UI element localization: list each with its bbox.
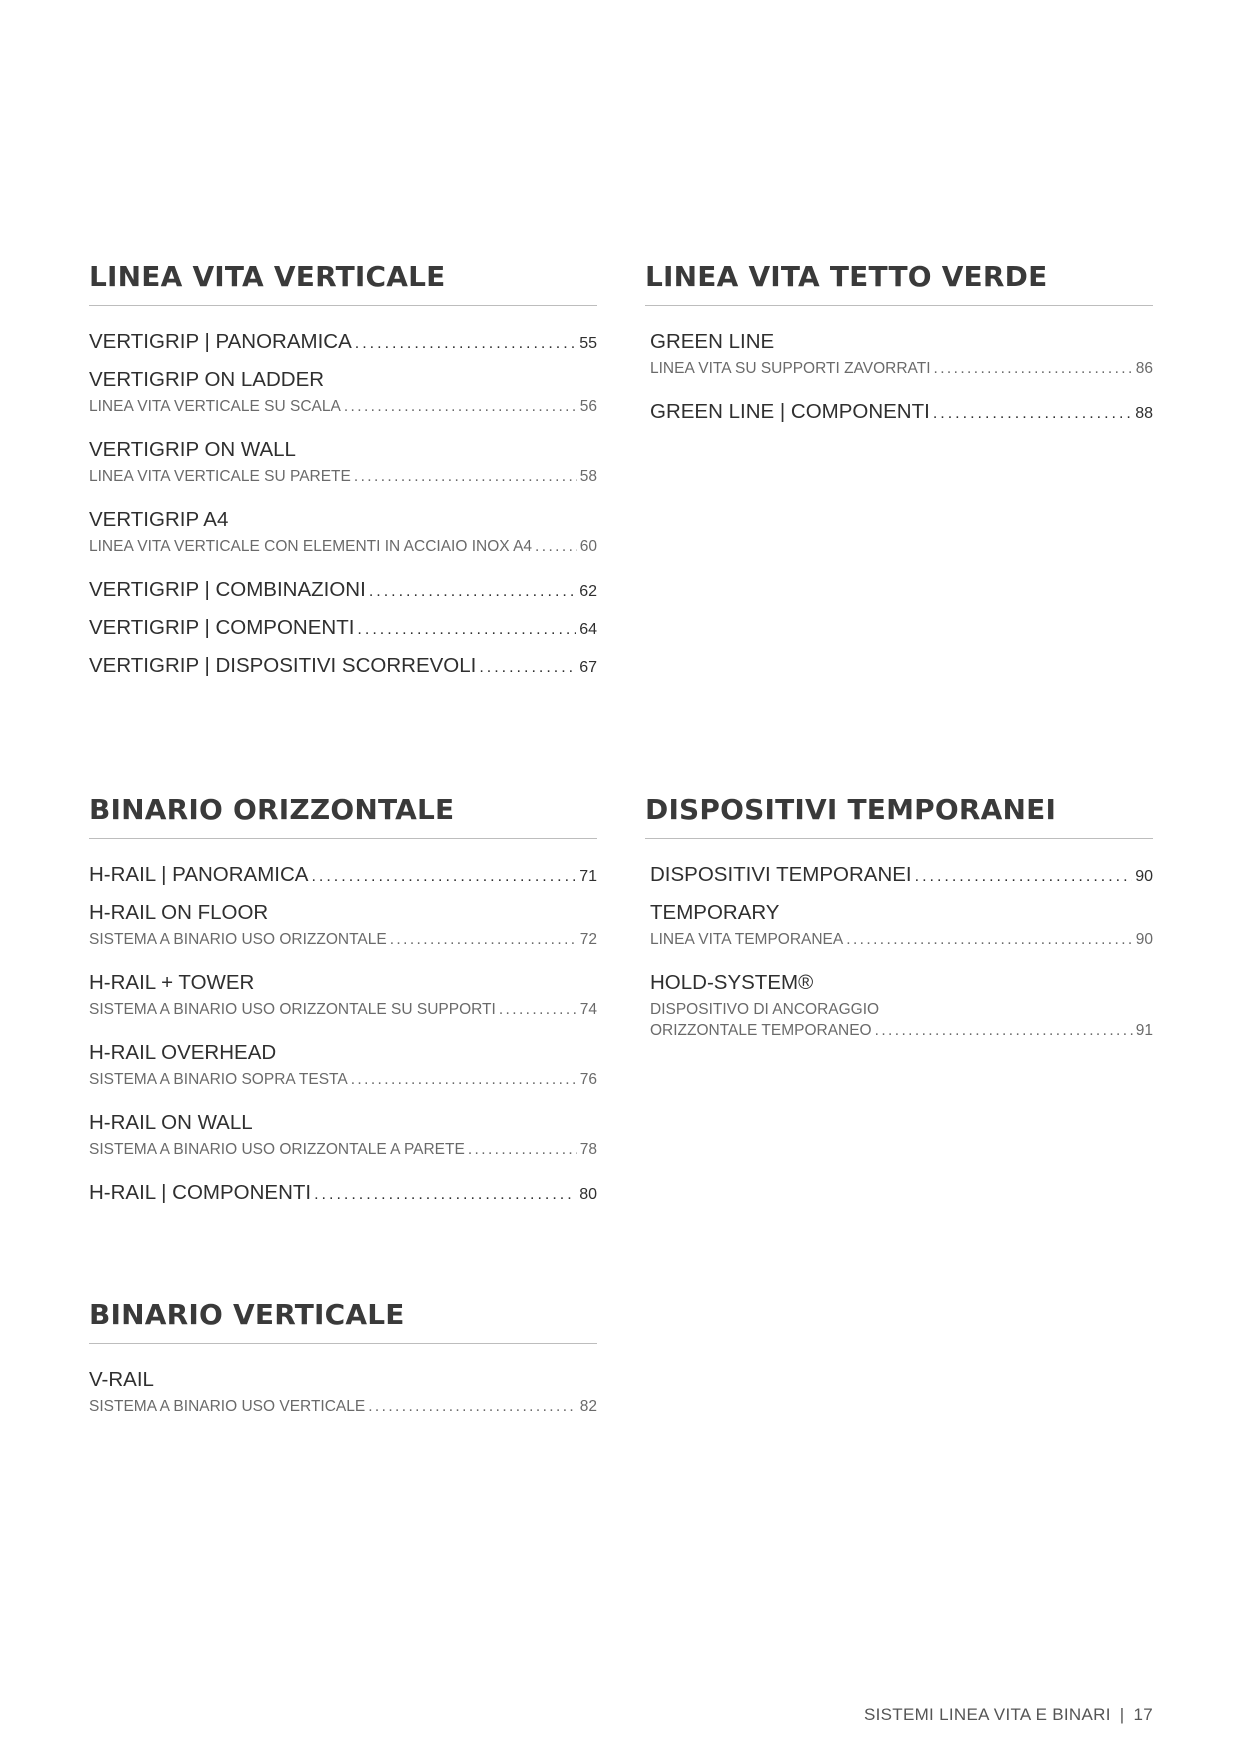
toc-entry[interactable] [645,897,1153,950]
toc-entry[interactable] [89,434,597,487]
entry-title: VERTIGRIP | PANORAMICA [89,330,352,353]
leader-dots [535,536,577,557]
leader-dots [468,1139,577,1160]
toc-entry[interactable] [645,967,1153,1041]
toc-entry[interactable] [89,1037,597,1090]
toc-entry[interactable] [645,326,1153,379]
leader-dots [357,614,576,646]
entry-title: TEMPORARY [650,901,780,924]
toc-entry[interactable] [645,859,1153,893]
page-number: 74 [579,1001,597,1018]
entry-subtitle: SISTEMA A BINARIO USO ORIZZONTALE [89,931,387,948]
entry-title: DISPOSITIVI TEMPORANEI [650,863,912,886]
entry-title: VERTIGRIP | COMPONENTI [89,616,355,639]
leader-dots [390,929,577,950]
section-title: LINEA VITA VERTICALE [89,255,597,306]
leader-dots [311,861,576,893]
page-number: 90 [1135,931,1153,948]
section-title: DISPOSITIVI TEMPORANEI [645,788,1153,839]
leader-dots [355,328,576,360]
entry-title: HOLD-SYSTEM® [650,971,814,994]
section-dispositivi-temporanei [645,788,1153,1058]
footer-page-number: 17 [1133,1705,1153,1724]
leader-dots [314,1179,576,1211]
page-number: 91 [1135,1022,1153,1039]
section-title: BINARIO ORIZZONTALE [89,788,597,839]
entry-title: H-RAIL | COMPONENTI [89,1181,312,1204]
page-number: 56 [579,398,597,415]
page-number: 60 [579,538,597,555]
leader-dots [934,358,1133,379]
page-number: 67 [579,659,597,676]
entry-subtitle: LINEA VITA VERTICALE SU SCALA [89,398,341,415]
entry-subtitle: ORIZZONTALE TEMPORANEO [650,1022,872,1039]
footer-separator: | [1119,1705,1125,1724]
page-number: 72 [579,931,597,948]
entry-title: GREEN LINE | COMPONENTI [650,400,930,423]
entry-title: VERTIGRIP | COMBINAZIONI [89,578,366,601]
entry-title: VERTIGRIP ON LADDER [89,368,325,391]
toc-entry[interactable] [89,1107,597,1160]
entry-subtitle: LINEA VITA VERTICALE SU PARETE [89,468,351,485]
section-binario-orizzontale [89,788,597,1215]
toc-entry[interactable] [89,612,597,646]
entry-title: H-RAIL ON FLOOR [89,901,269,924]
section-linea-vita-verticale [89,255,597,688]
entry-title: GREEN LINE [650,330,775,353]
entry-title: VERTIGRIP ON WALL [89,438,296,461]
leader-dots [479,652,576,684]
toc-entry[interactable] [89,650,597,684]
page-number: 88 [1135,405,1153,422]
page-number: 80 [579,1186,597,1203]
entry-title: H-RAIL OVERHEAD [89,1041,277,1064]
page-number: 86 [1135,360,1153,377]
section-linea-vita-tetto-verde [645,255,1153,434]
entry-subtitle: LINEA VITA SU SUPPORTI ZAVORRATI [650,360,931,377]
toc-entry[interactable] [89,897,597,950]
footer-text: SISTEMI LINEA VITA E BINARI [863,1705,1111,1724]
page-number: 82 [579,1398,597,1415]
toc-entry[interactable] [89,1177,597,1211]
entry-title: H-RAIL ON WALL [89,1111,253,1134]
toc-entry[interactable] [89,364,597,417]
entry-subtitle: SISTEMA A BINARIO USO ORIZZONTALE SU SUPPORTI [89,1001,496,1018]
entry-subtitle: LINEA VITA TEMPORANEA [650,931,844,948]
toc-entry[interactable] [89,574,597,608]
toc-entry[interactable] [89,1364,597,1417]
entry-subtitle: SISTEMA A BINARIO SOPRA TESTA [89,1071,348,1088]
page-number: 55 [579,335,597,352]
page-number: 76 [579,1071,597,1088]
entry-subtitle: SISTEMA A BINARIO USO VERTICALE [89,1398,366,1415]
leader-dots [369,576,576,608]
entry-title: H-RAIL + TOWER [89,971,255,994]
page-number: 58 [579,468,597,485]
entry-subtitle: SISTEMA A BINARIO USO ORIZZONTALE A PARETE [89,1141,465,1158]
leader-dots [368,1396,577,1417]
toc-entry[interactable] [89,967,597,1020]
page-number: 64 [579,621,597,638]
leader-dots [344,396,577,417]
leader-dots [499,999,577,1020]
leader-dots [354,466,577,487]
entry-subtitle: LINEA VITA VERTICALE CON ELEMENTI IN ACCIAIO INOX A4 [89,538,533,555]
entry-title: VERTIGRIP | DISPOSITIVI SCORREVOLI [89,654,477,677]
entry-title: VERTIGRIP A4 [89,508,229,531]
entry-title: H-RAIL | PANORAMICA [89,863,309,886]
toc-entry[interactable] [89,859,597,893]
toc-entry[interactable] [645,396,1153,430]
entry-subtitle-line1: DISPOSITIVO DI ANCORAGGIO [650,1001,880,1018]
toc-entry[interactable] [89,504,597,557]
page-footer [864,1705,1153,1725]
toc-entry[interactable] [89,326,597,360]
leader-dots [915,861,1133,893]
entry-title: V-RAIL [89,1368,154,1391]
page-number: 78 [579,1141,597,1158]
page-number: 71 [579,868,597,885]
section-title: LINEA VITA TETTO VERDE [645,255,1153,306]
page-number: 90 [1135,868,1153,885]
leader-dots [933,398,1132,430]
leader-dots [351,1069,577,1090]
leader-dots [875,1020,1133,1041]
page-number: 62 [579,583,597,600]
leader-dots [846,929,1133,950]
section-title: BINARIO VERTICALE [89,1293,597,1344]
section-binario-verticale [89,1293,597,1434]
